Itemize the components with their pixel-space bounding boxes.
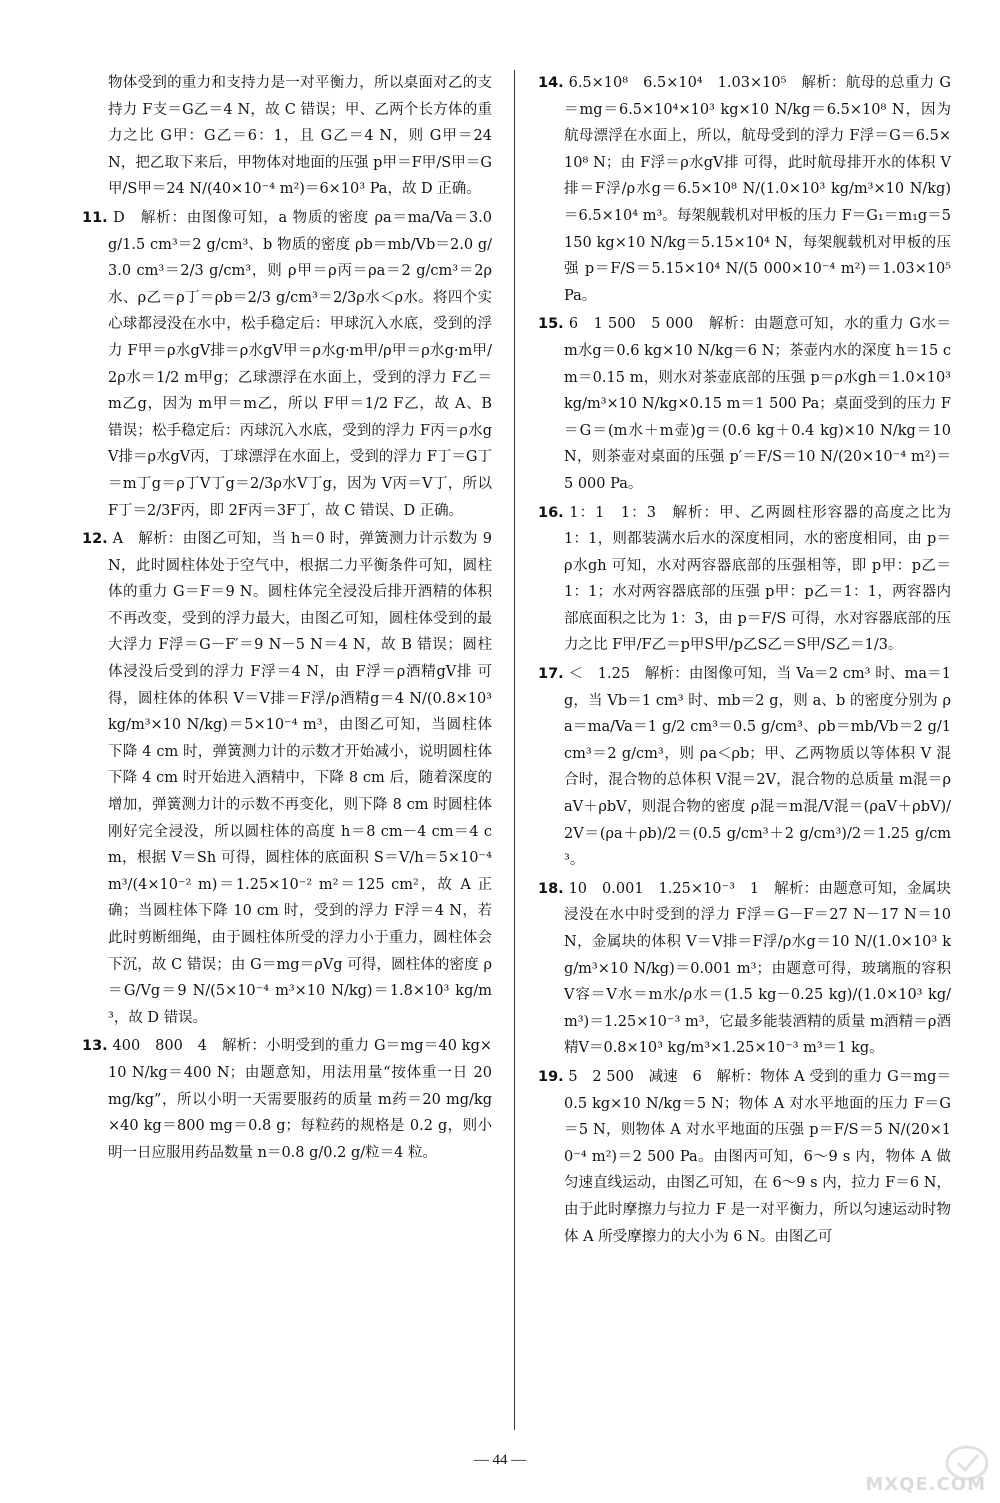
left-column [82, 70, 492, 1168]
item-number: 16. [538, 504, 564, 521]
answer-text: 6 1 500 5 000 解析：由题意可知，水的重力 G水＝m水g＝0.6 kg×10 N/kg＝6 N；茶壶内水的深度 h＝15 cm＝0.15 m，则水对茶壶底部的压强 p＝ρ水gh＝1.0×10³ kg/m³×10 N/kg×0.15 m＝1 500 Pa；桌面受到的压力 F＝G＝(m水＋m壶)g＝(0.6 kg＋0.4 kg)×10 N/kg＝10 N，则茶壶对桌面的压强 p′＝F/S＝10 N/(20×10⁻⁴ m²)＝5 000 Pa。 [564, 316, 951, 492]
watermark-text: MXQE.COM [865, 1474, 986, 1495]
answer-text: 5 2 500 减速 6 解析：物体 A 受到的重力 G＝mg＝0.5 kg×10 N/kg＝5 N；物体 A 对水平地面的压力 F＝G＝5 N，则物体 A 对水平地面的压强 p＝F/S＝5 N/(20×10⁻⁴ m²)＝2 500 Pa。由图丙可知，6～9 s 内，物体 A 做匀速直线运动，由图乙可知，在 6～9 s 内，拉力 F＝6 N，由于此时摩擦力与拉力 F 是一对平衡力，所以匀速运动时物体 A 所受摩擦力的大小为 6 N。由图乙可 [564, 1068, 952, 1245]
watermark-logo [862, 1441, 992, 1497]
item-number: 13. [82, 1038, 108, 1055]
answer-text: 6.5×10⁸ 6.5×10⁴ 1.03×10⁵ 解析：航母的总重力 G＝mg＝6.5×10⁴×10³ kg×10 N/kg＝6.5×10⁸ N，因为航母漂浮在水面上，所以，航母受到的浮力 F浮＝G＝6.5×10⁸ N；由 F浮＝ρ水gV排 可得，此时航母排开水的体积 V排＝F浮/ρ水g＝6.5×10⁸ N/(1.0×10³ kg/m³×10 N/kg)＝6.5×10⁴ m³。每架舰载机对甲板的压力 F＝G₁＝m₁g＝5 150 kg×10 N/kg＝5.15×10⁴ N，每架舰载机对甲板的压强 p＝F/S＝5.15×10⁴ N/(5 000×10⁻⁴ m²)＝1.03×10⁵ Pa。 [564, 75, 952, 304]
item-number: 18. [538, 880, 564, 897]
column-divider [514, 70, 515, 1430]
answer-text: 1：1 1：3 解析：甲、乙两圆柱形容器的高度之比为 1：1，则都装满水后水的深度相同，水的密度相同，由 p＝ρ水gh 可知，水对两容器底部的压强相等，即 p甲：p乙＝1：1；水对两容器底部的压强 p甲：p乙＝1：1，两容器内部底面积之比为 1：3，由 p＝F/S 可得，水对容器底部的压力之比 F甲/F乙＝p甲S甲/p乙S乙＝S甲/S乙＝1/3。 [564, 504, 951, 654]
right-column [538, 70, 951, 1252]
item-number: 17. [538, 666, 564, 683]
answer-item-10-continued [82, 70, 492, 203]
item-number: 14. [538, 75, 564, 91]
answer-text: 物体受到的重力和支持力是一对平衡力，所以桌面对乙的支持力 F支＝G乙＝4 N，故 C 错误；甲、乙两个长方体的重力之比 G甲：G乙＝6：1，且 G乙＝4 N，则 G甲＝24 N，把乙取下来后，甲物体对地面的压强 p甲＝F甲/S甲＝G甲/S甲＝24 N/(40×10⁻⁴ m²)＝6×10³ Pa，故 D 正确。 [108, 75, 492, 198]
answer-item-19 [538, 1064, 951, 1250]
answer-item-18 [538, 876, 951, 1062]
item-number: 15. [538, 316, 564, 333]
answer-item-11 [82, 205, 492, 524]
answer-item-12 [82, 526, 492, 1031]
item-number: 19. [538, 1068, 564, 1085]
answer-text: ＜ 1.25 解析：由图像可知，当 Va＝2 cm³ 时、ma＝1 g，当 Vb＝1 cm³ 时、mb＝2 g，则 a、b 的密度分别为 ρa＝ma/Va＝1 g/2 cm³＝0.5 g/cm³、ρb＝mb/Vb＝2 g/1 cm³＝2 g/cm³，则 ρa＜ρb；甲、乙两物质以等体积 V 混合时，混合物的总体积 V混＝2V，混合物的总质量 m混＝ρaV＋ρbV，则混合物的密度 ρ混＝m混/V混＝(ρaV＋ρbV)/2V＝(ρa＋ρb)/2＝(0.5 g/cm³＋2 g/cm³)/2＝1.25 g/cm³。 [564, 666, 952, 869]
answer-item-17 [538, 661, 951, 874]
page-number: — 44 — [473, 1452, 527, 1468]
answer-item-13 [82, 1033, 492, 1166]
answer-item-14 [538, 70, 951, 309]
answer-text: A 解析：由图乙可知，当 h＝0 时，弹簧测力计示数为 9 N，此时圆柱体处于空气中，根据二力平衡条件可知，圆柱体的重力 G＝F＝9 N。圆柱体完全浸没后排开酒精的体积不再改变，受到的浮力最大，由图乙可知，圆柱体受到的最大浮力 F浮＝G－F′＝9 N－5 N＝4 N，故 B 错误；圆柱体浸没后受到的浮力 F浮＝4 N，由 F浮＝ρ酒精gV排 可得，圆柱体的体积 V＝V排＝F浮/ρ酒精g＝4 N/(0.8×10³ kg/m³×10 N/kg)＝5×10⁻⁴ m³，由图乙可知，当圆柱体下降 4 cm 时，弹簧测力计的示数才开始减小，说明圆柱体下降 4 cm 时开始进入酒精中，下降 8 cm 后，随着深度的增加，弹簧测力计的示数不再变化，则下降 8 cm 时圆柱体刚好完全浸没，所以圆柱体的高度 h＝8 cm－4 cm＝4 cm，根据 V＝Sh 可得，圆柱体的底面积 S＝V/h＝5×10⁻⁴ m³/(4×10⁻² m)＝1.25×10⁻² m²＝125 cm²，故 A 正确；当圆柱体下降 10 cm 时，受到的浮力 F浮＝4 N，若此时剪断细绳，由于圆柱体所受的浮力小于重力，圆柱体会下沉，故 C 错误；由 G＝mg＝ρVg 可得，圆柱体的密度 ρ＝G/Vg＝9 N/(5×10⁻⁴ m³×10 N/kg)＝1.8×10³ kg/m³，故 D 错误。 [108, 531, 492, 1026]
answer-text: 10 0.001 1.25×10⁻³ 1 解析：由题意可知，金属块浸没在水中时受到的浮力 F浮＝G－F＝27 N－17 N＝10 N，金属块的体积 V＝V排＝F浮/ρ水g＝10 N/(1.0×10³ kg/m³×10 N/kg)＝0.001 m³；由题意可得，玻璃瓶的容积 V容＝V水＝m水/ρ水＝(1.5 kg－0.25 kg)/(1.0×10³ kg/m³)＝1.25×10⁻³ m³，它最多能装酒精的质量 m酒精＝ρ酒精V＝0.8×10³ kg/m³×1.25×10⁻³ m³＝1 kg。 [564, 880, 951, 1057]
item-number: 12. [82, 531, 108, 548]
answer-text: 400 800 4 解析：小明受到的重力 G＝mg＝40 kg×10 N/kg＝400 N；由题意知，用法用量“按体重一日 20 mg/kg”，所以小明一天需要服药的质量 m药＝20 mg/kg×40 kg＝800 mg＝0.8 g；每粒药的规格是 0.2 g，则小明一日应服用药品数量 n＝0.8 g/0.2 g/粒＝4 粒。 [108, 1038, 493, 1161]
answer-text: D 解析：由图像可知，a 物质的密度 ρa＝ma/Va＝3.0 g/1.5 cm³＝2 g/cm³、b 物质的密度 ρb＝mb/Vb＝2.0 g/3.0 cm³＝2/3 g/cm³，则 ρ甲＝ρ丙＝ρa＝2 g/cm³＝2ρ水、ρ乙＝ρ丁＝ρb＝2/3 g/cm³＝2/3ρ水＜ρ水。将四个实心球都浸没在水中，松手稳定后：甲球沉入水底，受到的浮力 F甲＝ρ水gV排＝ρ水gV甲＝ρ水g·m甲/ρ甲＝ρ水g·m甲/2ρ水＝1/2 m甲g；乙球漂浮在水面上，受到的浮力 F乙＝m乙g，因为 m甲＝m乙，所以 F甲＝1/2 F乙，故 A、B 错误；松手稳定后：丙球沉入水底，受到的浮力 F丙＝ρ水gV排＝ρ水gV丙，丁球漂浮在水面上，受到的浮力 F丁＝G丁＝m丁g＝ρ丁V丁g＝2/3ρ水V丁g，因为 V丙＝V丁，所以 F丁＝2/3F丙，即 2F丙＝3F丁，故 C 错误、D 正确。 [108, 209, 493, 519]
answer-item-15 [538, 311, 951, 497]
answer-item-16 [538, 500, 951, 660]
item-number: 11. [82, 209, 108, 226]
